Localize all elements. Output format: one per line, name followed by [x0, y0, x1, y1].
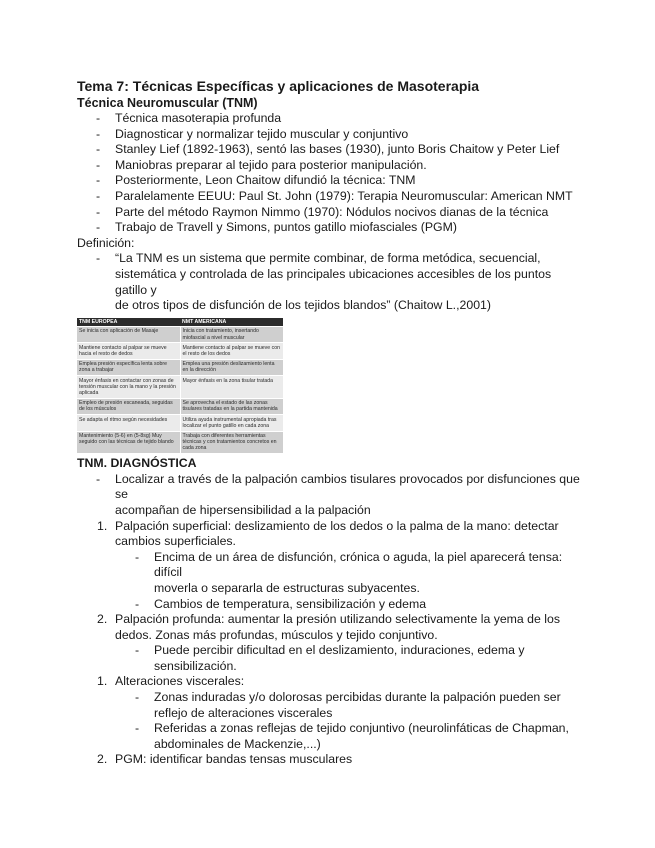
table-cell: Se aprovecha el estado de las zonas tisulares tratadas en la partida mantenida — [180, 398, 283, 414]
list-item: - Parte del método Raymon Nimmo (1970): Nódulos nocivos dianas de la técnica — [96, 204, 549, 219]
list-item: - Posteriormente, Leon Chaitow difundió la técnica: TNM — [96, 173, 416, 188]
table-row — [77, 431, 283, 453]
dash-marker: - — [96, 157, 101, 172]
table-cell: Emplea presión específica lenta sobre zona a trabajar — [77, 359, 180, 375]
dash-marker: - — [96, 142, 101, 157]
numbered-item-profunda: 2. Palpación profunda: aumentar la presión utilizando selectivamente la yema de los dedos. Zonas más profundas, músculos y tejido conjuntivo. — [97, 612, 560, 642]
table-cell: Mayor énfasis en la zona tisular tratada — [180, 376, 283, 399]
dash-marker: - — [96, 173, 101, 188]
quote-line: sistemática y controlada de las principales ubicaciones accesibles de los puntos gatillo y — [115, 266, 552, 297]
list-number: 1. — [97, 674, 108, 689]
quote-line: de otros tipos de disfunción de los tejidos blandos” (Chaitow L.,2001) — [115, 298, 491, 313]
table-cell: Mantiene contacto al palpar se mueve con el resto de los dedos — [180, 343, 283, 359]
list-item: - Técnica masoterapia profunda — [96, 111, 282, 125]
definition-label: Definición: — [77, 235, 135, 250]
table-cell: Se adapta el ritmo según necesidades — [77, 415, 180, 431]
table-cell: Inicia con tratamiento, insertando miofascial a nivel muscular — [180, 326, 283, 342]
table-row — [77, 415, 283, 431]
numbered-item-superficial: 1. Palpación superficial: deslizamiento de los dedos o la palma de la mano: detectar cambios superficiales. — [97, 518, 559, 549]
list-item: - Localizar a través de la palpación cambios tisulares provocados por disfunciones que se acompañan de hipersensibilidad a la palpación — [96, 471, 580, 517]
list-number: 2. — [97, 612, 108, 627]
table-row — [77, 326, 283, 342]
sub-list-item: - Encima de un área de disfunción, crónica o aguda, la piel aparecerá tensa: difícil moverla o separarla de estructuras subyacentes. — [135, 549, 563, 595]
numbered-item-pgm: 2. PGM: identificar bandas tensas musculares — [97, 752, 353, 767]
table-row — [77, 343, 283, 359]
definition-quote — [77, 251, 582, 313]
numbered-item-viscerales: 1. Alteraciones viscerales: — [97, 674, 245, 689]
table-header-cell: NMT AMERICANA — [180, 318, 283, 327]
quote-line: “La TNM es un sistema que permite combinar, de forma metódica, secuencial, — [115, 251, 541, 266]
list-item: - Paralelamente EEUU: Paul St. John (1979): Terapia Neuromuscular: American NMT — [96, 188, 573, 203]
dash-marker: - — [96, 126, 101, 141]
table-cell: Se inicia con aplicación de Masaje — [77, 326, 180, 342]
section-title-tnm: Técnica Neuromuscular (TNM) — [77, 96, 258, 110]
dash-marker: - — [135, 643, 140, 658]
list-item: - Trabajo de Travell y Simons, puntos gatillo miofasciales (PGM) — [96, 220, 457, 235]
table-row — [77, 376, 283, 399]
dash-marker: - — [135, 549, 140, 564]
page-title: Tema 7: Técnicas Específicas y aplicaciones de Masoterapia — [77, 78, 480, 94]
dash-marker: - — [96, 204, 101, 219]
table-cell: Trabaja con diferentes herramientas técnicas y con tratamientos concretos en cada zona — [180, 431, 283, 453]
list-item: - Stanley Lief (1892-1963), sentó las bases (1930), junto Boris Chaitow y Peter Lief — [96, 142, 560, 157]
dash-marker: - — [96, 251, 101, 266]
dash-marker: - — [96, 220, 101, 235]
dash-marker: - — [96, 188, 101, 203]
sub-list-item: - Referidas a zonas reflejas de tejido conjuntivo (neurolinfáticas de Chapman, abdominales de Mackenzie,...) — [135, 721, 569, 751]
list-number: 1. — [97, 518, 108, 533]
sub-list-item: - Zonas induradas y/o dolorosas percibidas durante la palpación pueden ser reflejo de alteraciones viscerales — [135, 690, 561, 720]
document-content — [77, 78, 582, 768]
sub-list-item: - Cambios de temperatura, sensibilización y edema — [135, 596, 427, 611]
dash-marker: - — [135, 690, 140, 705]
table-cell: Empleo de presión escaneada, seguidas de los músculos — [77, 398, 180, 414]
table-cell: Mantenimiento (5-6) en (5-8sg) Muy seguido con las técnicas de tejido blando — [77, 431, 180, 453]
section-title-diagnostica: TNM. DIAGNÓSTICA — [77, 456, 197, 471]
dash-marker: - — [135, 721, 140, 736]
table-cell: Mantiene contacto al palpar se mueve hacia el resto de dedos — [77, 343, 180, 359]
dash-marker: - — [135, 596, 140, 611]
table-header-cell: TNM EUROPEA — [77, 318, 180, 327]
table-row — [77, 398, 283, 414]
sub-list-item: - Puede percibir dificultad en el deslizamiento, induraciones, edema y sensibilización. — [135, 643, 525, 673]
dash-marker: - — [96, 111, 101, 125]
list-item: - Maniobras preparar al tejido para posterior manipulación. — [96, 157, 427, 172]
table-cell: Mayor énfasis en contactar con zonas de tensión muscular con la mano y la presión aplicada — [77, 376, 180, 399]
dash-marker: - — [96, 471, 101, 486]
table-cell: Emplea una presión deslizamiento lenta en la dirección — [180, 359, 283, 375]
table-header-row — [77, 318, 283, 327]
list-number: 2. — [97, 752, 108, 767]
intro-bullet-list — [77, 111, 582, 236]
list-item: - Diagnosticar y normalizar tejido muscular y conjuntivo — [96, 126, 409, 141]
table-row — [77, 359, 283, 375]
table-cell: Utiliza ayuda instrumental apropiada tras localizar el punto gatillo en cada zona — [180, 415, 283, 431]
comparison-table — [77, 318, 283, 453]
